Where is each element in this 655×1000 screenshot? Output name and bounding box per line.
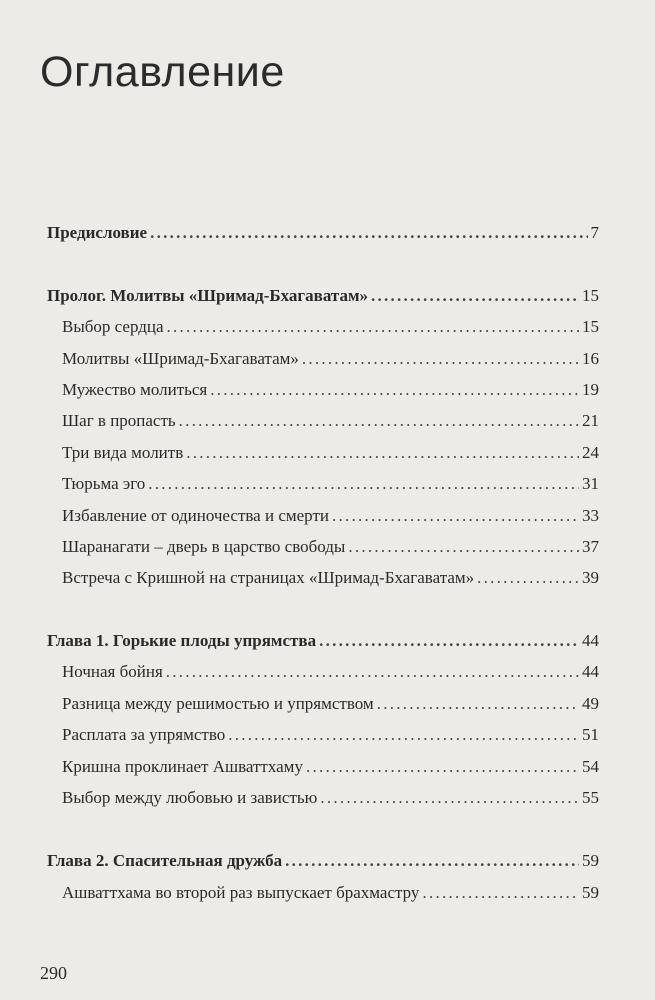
toc-label: Расплата за упрямство [62,725,226,744]
toc-entry [62,724,599,746]
toc-entry [62,661,599,683]
toc-page-number: 44 [582,662,599,681]
toc-entry-prologue [47,285,599,307]
toc-label: Пролог. Молитвы «Шримад-Бхагаватам» [47,286,369,305]
toc-label: Шаранагати – дверь в царство свободы [62,537,346,556]
toc-page-number: 15 [582,317,599,336]
toc-label: Выбор сердца [62,317,164,336]
toc-page-number: 44 [582,631,599,650]
toc-entry [62,505,599,527]
toc-page-number: 59 [582,883,599,902]
toc-label: Кришна проклинает Ашваттхаму [62,757,303,776]
toc-page-number: 59 [582,851,599,870]
toc-entry [62,536,599,558]
toc-label: Избавление от одиночества и смерти [62,506,329,525]
page-title: Оглавление [40,48,285,96]
toc-entry [62,442,599,464]
toc-page-number: 15 [582,286,599,305]
toc-page-number: 54 [582,757,599,776]
toc-page-number: 49 [582,694,599,713]
toc-label: Предисловие [47,223,148,242]
toc-page-number: 21 [582,411,599,430]
toc-label: Шаг в пропасть [62,411,176,430]
toc-label: Глава 2. Спасительная дружба [47,851,283,870]
toc-page-number: 33 [582,506,599,525]
toc-entry [62,882,599,904]
toc-label: Мужество молиться [62,380,208,399]
toc-label: Ашваттхама во второй раз выпускает брахмастру [62,883,420,902]
toc-entry [62,410,599,432]
toc-entry-chapter-1 [47,630,599,652]
toc-page-number: 31 [582,474,599,493]
toc-page-number: 16 [582,349,599,368]
toc-label: Разница между решимостью и упрямством [62,694,374,713]
toc-entry [62,693,599,715]
toc-page-number: 51 [582,725,599,744]
toc-page-number: 7 [590,223,599,242]
toc-entry [62,567,599,589]
toc-page-number: 39 [582,568,599,587]
toc-page-number: 24 [582,443,599,462]
toc-label: Молитвы «Шримад-Бхагаватам» [62,349,299,368]
toc-label: Встреча с Кришной на страницах «Шримад-Бхагаватам» [62,568,475,587]
toc-entry [62,787,599,809]
page-number: 290 [40,963,67,983]
toc-entry [62,473,599,495]
toc-label: Глава 1. Горькие плоды упрямства [47,631,317,650]
toc-label: Выбор между любовью и завистью [62,788,318,807]
toc-label: Три вида молитв [62,443,184,462]
toc-entry [62,348,599,370]
toc-page-number: 37 [582,537,599,556]
toc-entry [62,316,599,338]
toc-label: Ночная бойня [62,662,163,681]
toc-page-number: 19 [582,380,599,399]
toc-entry-chapter-2 [47,850,599,872]
toc-label: Тюрьма эго [62,474,146,493]
toc-entry [62,379,599,401]
toc-entry [62,756,599,778]
toc-entry-preface [47,222,599,244]
toc-page-number: 55 [582,788,599,807]
